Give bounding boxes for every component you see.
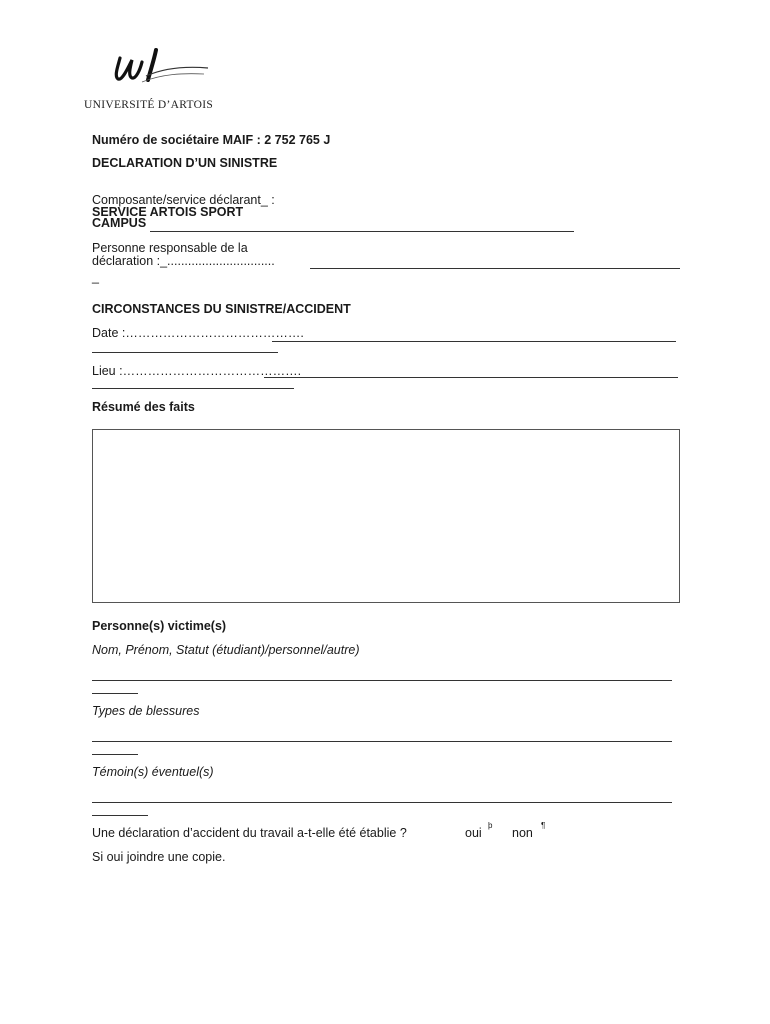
responsible-label-line2: déclaration :_...............................: [92, 254, 275, 268]
responsible-tail: _: [92, 270, 99, 284]
university-logo: [84, 46, 224, 116]
victims-heading: Personne(s) victime(s): [92, 619, 227, 633]
summary-heading: Résumé des faits: [92, 400, 195, 414]
summary-textbox[interactable]: [92, 429, 680, 603]
responsible-input-line[interactable]: [310, 268, 680, 269]
victim-input-line[interactable]: [92, 680, 672, 681]
injuries-input-line-2[interactable]: [92, 754, 138, 755]
university-name: UNIVERSITÉ D’ARTOIS: [84, 99, 214, 111]
date-label: Date :…………………………………….: [92, 326, 304, 340]
victim-name-hint: Nom, Prénom, Statut (étudiant)/personnel/autre): [92, 643, 360, 657]
place-input-line-2[interactable]: [92, 388, 294, 389]
responsible-label-line1: Personne responsable de la: [92, 241, 248, 255]
yes-checkbox[interactable]: þ: [488, 821, 493, 830]
copy-note: Si oui joindre une copie.: [92, 850, 226, 864]
no-label: non: [512, 826, 533, 840]
declarant-value-line1: SERVICE ARTOIS SPORT: [92, 205, 244, 219]
date-input-line-2[interactable]: [92, 352, 278, 353]
page-title: DECLARATION D’UN SINISTRE: [92, 156, 278, 170]
place-label: Lieu :…………………………………….: [92, 364, 302, 378]
date-input-line[interactable]: [272, 341, 676, 342]
declarant-value-line2: CAMPUS: [92, 216, 147, 230]
work-accident-question: Une déclaration d’accident du travail a-t-elle été établie ?: [92, 826, 407, 840]
declarant-label: Composante/service déclarant_ :: [92, 193, 275, 207]
member-number: Numéro de sociétaire MAIF : 2 752 765 J: [92, 133, 331, 147]
circumstances-heading: CIRCONSTANCES DU SINISTRE/ACCIDENT: [92, 302, 351, 316]
yes-label: oui: [465, 826, 482, 840]
no-checkbox[interactable]: ¶: [541, 821, 546, 830]
injuries-hint: Types de blessures: [92, 704, 200, 718]
place-input-line[interactable]: [264, 377, 678, 378]
witness-input-line-2[interactable]: [92, 815, 148, 816]
victim-input-line-2[interactable]: [92, 693, 138, 694]
injuries-input-line[interactable]: [92, 741, 672, 742]
witness-hint: Témoin(s) éventuel(s): [92, 765, 214, 779]
witness-input-line[interactable]: [92, 802, 672, 803]
university-logo-mark: [84, 46, 224, 96]
declarant-underline: [150, 231, 574, 232]
